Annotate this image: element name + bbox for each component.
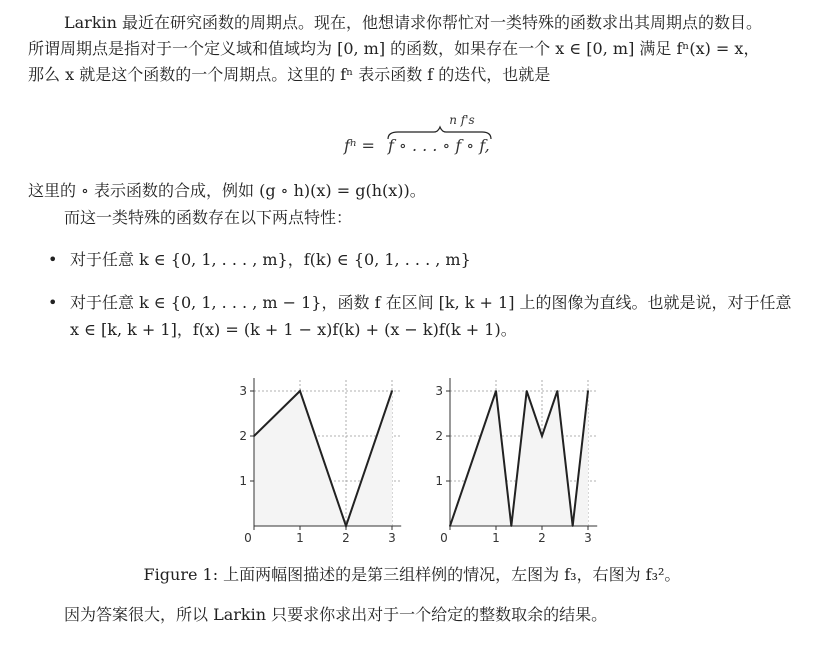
- x-tick-label: 2: [342, 531, 350, 545]
- x-tick-label: 3: [388, 531, 396, 545]
- composition-note: 这里的 ∘ 表示函数的合成，例如 (g ∘ h)(x) = g(h(x))。: [28, 181, 426, 200]
- data-point: [572, 525, 574, 527]
- bullet-1-text: 对于任意 k ∈ {0, 1, . . . , m}，f(k) ∈ {0, 1, . . . , m}: [70, 250, 471, 269]
- intro-line-1: Larkin 最近在研究函数的周期点。现在，他想请求你帮忙对一类特殊的函数求出其周期点的数目。: [64, 13, 763, 32]
- data-point: [449, 525, 451, 527]
- intro-line-2: 所谓周期点是指对于一个定义域和值域均为 [0, m] 的函数，如果存在一个 x ∈ [0, m] 满足 fⁿ(x) = x，: [28, 39, 760, 58]
- bullet-2-text-line-1: 对于任意 k ∈ {0, 1, . . . , m − 1}，函数 f 在区间 [k, k + 1] 上的图像为直线。也就是说，对于任意: [70, 293, 792, 312]
- data-point: [253, 435, 255, 437]
- x-tick-label: 0: [440, 531, 448, 545]
- x-tick-label: 1: [296, 531, 304, 545]
- bullet-dot-icon: •: [48, 293, 58, 312]
- x-tick-label: 2: [538, 531, 546, 545]
- data-point: [541, 435, 543, 437]
- formula-lhs: fⁿ =: [344, 136, 375, 155]
- y-tick-label: 3: [435, 384, 443, 398]
- figure-caption: Figure 1: 上面两幅图描述的是第三组样例的情况，左图为 f₃，右图为 f₃²。: [143, 565, 681, 584]
- data-point: [299, 390, 301, 392]
- formula-svg: [0, 108, 824, 160]
- properties-intro: 而这一类特殊的函数存在以下两点特性：: [64, 208, 353, 227]
- formula-body: f ∘ . . . ∘ f ∘ f,: [388, 136, 490, 155]
- closing-paragraph: 因为答案很大，所以 Larkin 只要求你求出对于一个给定的整数取余的结果。: [64, 605, 608, 624]
- data-point: [587, 390, 589, 392]
- y-tick-label: 3: [239, 384, 247, 398]
- x-tick-label: 1: [492, 531, 500, 545]
- y-tick-label: 2: [239, 429, 247, 443]
- chart-f3: [236, 378, 406, 548]
- y-tick-label: 1: [239, 474, 247, 488]
- bullet-2-text-line-2: x ∈ [k, k + 1]，f(x) = (k + 1 − x)f(k) + (x − k)f(k + 1)。: [70, 320, 517, 339]
- y-tick-label: 1: [435, 474, 443, 488]
- data-point: [510, 525, 512, 527]
- intro-line-3: 那么 x 就是这个函数的一个周期点。这里的 fⁿ 表示函数 f 的迭代，也就是: [28, 65, 551, 84]
- data-point: [556, 390, 558, 392]
- intro-paragraph: [28, 10, 818, 88]
- y-tick-label: 2: [435, 429, 443, 443]
- brace-label: n f's: [449, 113, 475, 127]
- iteration-formula: [0, 108, 824, 164]
- data-point: [526, 390, 528, 392]
- chart-f3-squared: [432, 378, 602, 548]
- data-point: [345, 525, 347, 527]
- bullet-dot-icon: •: [48, 250, 58, 269]
- x-tick-label: 0: [244, 531, 252, 545]
- data-point: [495, 390, 497, 392]
- x-tick-label: 3: [584, 531, 592, 545]
- data-point: [391, 390, 393, 392]
